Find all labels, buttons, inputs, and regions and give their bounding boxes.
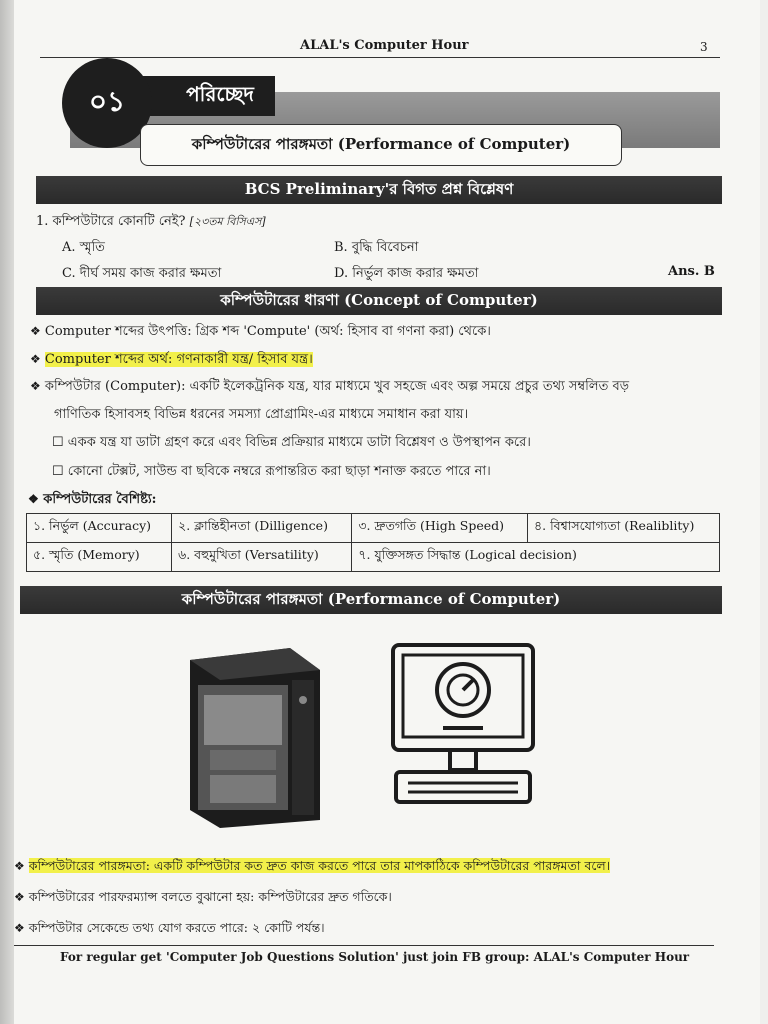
table-cell: ৫. স্মৃতি (Memory) <box>27 543 172 572</box>
option-c: C. দীর্ঘ সময় কাজ করার ক্ষমতা <box>62 266 222 281</box>
bullet-icon: ❖ <box>30 324 41 338</box>
chapter-title: কম্পিউটারের পারঙ্গমতা (Performance of Computer) <box>140 124 622 166</box>
table-row <box>27 543 720 572</box>
bullet-icon: ❖ <box>28 492 39 506</box>
question-1 <box>36 212 266 233</box>
performance-point-2: ❖ কম্পিউটারের পারফরম্যান্স বলতে বুঝানো হয়: কম্পিউটারের দ্রুত গতিকে। <box>14 889 392 904</box>
traits-heading: ❖ কম্পিউটারের বৈশিষ্ট্য: <box>28 492 157 507</box>
table-cell: ২. ক্লান্তিহীনতা (Dilligence) <box>172 514 352 543</box>
computer-speed-icon <box>388 640 538 815</box>
performance-point-1: ❖ কম্পিউটারের পারঙ্গমতা: একটি কম্পিউটার কত দ্রুত কাজ করতে পারে তার মাপকাঠিকে কম্পিউটারের পারঙ্গমতা বলে। <box>14 858 611 873</box>
question-source: [২৩তম বিসিএস] <box>189 215 266 228</box>
option-b: B. বুদ্ধি বিবেচনা <box>334 240 419 255</box>
performance-point-3: ❖ কম্পিউটার সেকেন্ডে তথ্য যোগ করতে পারে: ২ কোটি পর্যন্ত। <box>14 920 325 935</box>
question-number: 1. <box>36 214 49 229</box>
table-cell: ৭. যুক্তিসঙ্গত সিদ্ধান্ত (Logical decision) <box>352 543 720 572</box>
bcs-section-heading: BCS Preliminary'র বিগত প্রশ্ন বিশ্লেষণ <box>36 176 722 204</box>
question-text: কম্পিউটারে কোনটি নেই? <box>52 214 186 229</box>
checkbox-icon: ☐ <box>52 464 64 479</box>
concept-subpoint-1: ☐ একক যন্ত্র যা ডাটা গ্রহণ করে এবং বিভিন্ন প্রক্রিয়ার মাধ্যমে ডাটা বিশ্লেষণ ও উপস্থাপন করে। <box>52 435 531 450</box>
bullet-icon: ❖ <box>14 921 25 935</box>
footer-note: For regular get 'Computer Job Questions Solution' just join FB group: ALAL's Computer Hour <box>60 950 690 964</box>
concept-point-3: ❖ কম্পিউটার (Computer): একটি ইলেকট্রনিক যন্ত্র, যার মাধ্যমে খুব সহজে এবং অল্প সময়ে প্রচুর তথ্য সম্বলিত বড় <box>30 379 629 394</box>
concept-subpoint-2: ☐ কোনো টেক্সট, সাউন্ড বা ছবিকে নম্বরে রূপান্তরিত করা ছাড়া শনাক্ত করতে পারে না। <box>52 464 491 479</box>
table-cell: ৩. দ্রুতগতি (High Speed) <box>352 514 528 543</box>
concept-section-heading: কম্পিউটারের ধারণা (Concept of Computer) <box>36 287 722 315</box>
computer-case-image <box>180 640 330 830</box>
table-cell: ৪. বিশ্বাসযোগ্যতা (Realiblity) <box>528 514 720 543</box>
performance-section-heading: কম্পিউটারের পারঙ্গমতা (Performance of Computer) <box>20 586 722 614</box>
concept-point-2: ❖ Computer শব্দের অর্থ: গণনাকারী যন্ত্র/ হিসাব যন্ত্র। <box>30 352 313 367</box>
traits-table <box>26 513 720 572</box>
option-d: D. নির্ভুল কাজ করার ক্ষমতা <box>334 266 479 281</box>
page-number: 3 <box>700 40 708 54</box>
running-header-title: ALAL's Computer Hour <box>300 38 469 53</box>
option-a: A. স্মৃতি <box>62 240 105 255</box>
table-cell: ৬. বহুমুখিতা (Versatility) <box>172 543 352 572</box>
answer: Ans. B <box>668 264 715 279</box>
bullet-icon: ❖ <box>14 859 25 873</box>
chapter-label: পরিচ্ছেদ <box>135 76 275 116</box>
footer-rule <box>14 945 714 946</box>
bullet-icon: ❖ <box>30 379 41 393</box>
bullet-icon: ❖ <box>14 890 25 904</box>
bullet-icon: ❖ <box>30 352 41 366</box>
concept-point-3-continued: গাণিতিক হিসাবসহ বিভিন্ন ধরনের সমস্যা প্রোগ্রামিং-এর মাধ্যমে সমাধান করা যায়। <box>54 407 469 422</box>
concept-point-1: ❖ Computer শব্দের উৎপত্তি: গ্রিক শব্দ 'Compute' (অর্থ: হিসাব বা গণনা করা) থেকে। <box>30 324 491 339</box>
header-rule <box>40 57 720 58</box>
checkbox-icon: ☐ <box>52 435 64 450</box>
table-row <box>27 514 720 543</box>
table-cell: ১. নির্ভুল (Accuracy) <box>27 514 172 543</box>
chapter-number: ০১ <box>62 58 152 148</box>
